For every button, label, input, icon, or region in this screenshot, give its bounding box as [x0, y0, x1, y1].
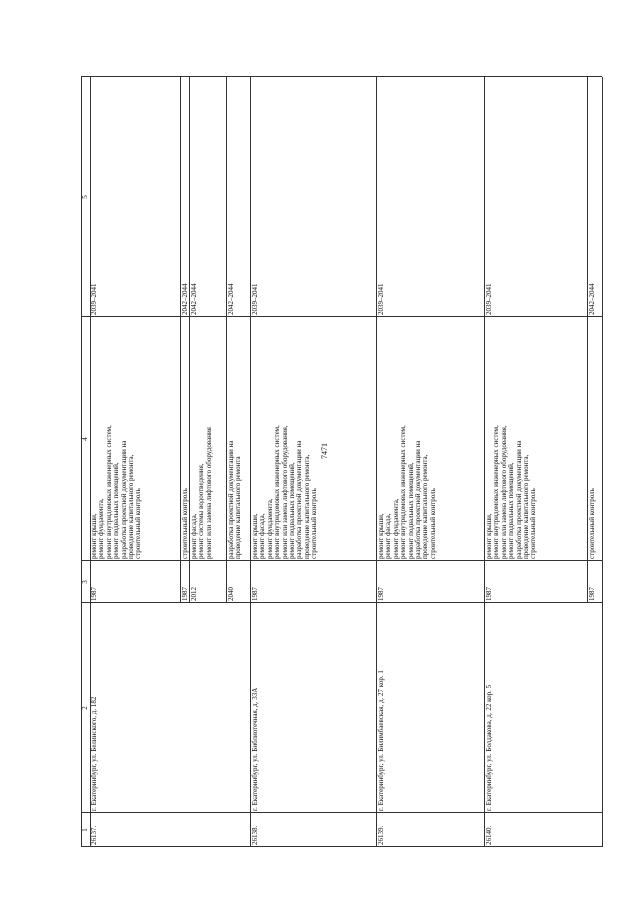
subrow-separator-1: [180, 77, 181, 603]
row-period: 2039–2041: [377, 283, 385, 315]
header-col-3: 3: [81, 580, 89, 584]
row-address: г. Екатеринбург, ул. Библиотечная, д. 33А: [251, 687, 259, 811]
row-period: 2039–2041: [251, 283, 259, 315]
row-period: 2042–2044: [181, 283, 189, 315]
row-works: строительный контроль: [588, 488, 596, 559]
row-address: г. Екатеринбург, ул. Болдакова, д. 22 кор. 5: [485, 684, 493, 811]
row-separator-2: [376, 77, 377, 847]
table-border-right: [81, 76, 602, 77]
row-works: ремонт крыши, ремонт фасада, ремонт фундамента, ремонт внутридомовых инженерных систем, ремонт подвальных помещений, разработка проектной документации на проведение капитального ремонта, строительный контроль: [377, 425, 437, 559]
column-line-4: [81, 560, 602, 561]
row-number: 26139.: [377, 825, 385, 845]
row-address: г. Екатеринбург, ул. Билимбаевская, д. 27 кор. 1: [377, 670, 385, 811]
row-year: 1987: [377, 587, 385, 601]
header-col-5: 5: [81, 195, 89, 199]
row-year: 2040: [227, 587, 235, 601]
row-works: ремонт крыши, ремонт фасада, ремонт фундамента, ремонт внутридомовых инженерных систем, ремонт или замена лифтового оборудования, ремонт подвальных помещений, разработка проектной документации на проведение капитального ремонта, строительный контроль: [251, 425, 319, 559]
row-year: 1987: [251, 587, 259, 601]
table-border-left: [81, 846, 602, 847]
row-number: 26138.: [251, 825, 259, 845]
row-works: ремонт крыши, ремонт внутридомовых инженерных систем, ремонт или замена лифтового оборудования, ремонт подвальных помещений, разработка проектной документации на проведение капитального ремонта, строительный контроль: [485, 425, 538, 559]
subrow-separator-2: [189, 77, 190, 603]
row-period: 2042–2044: [227, 283, 235, 315]
row-works: ремонт крыши, ремонт фундамента, ремонт внутридомовых инженерных систем, ремонт подвальных помещений, разработка проектной документации на проведение капитального ремонта, строительный контроль: [90, 425, 143, 559]
row-period: 2039–2041: [90, 283, 98, 315]
row-period: 2042–2044: [588, 283, 596, 315]
row-year: 1987: [588, 587, 596, 601]
row-year: 2012: [190, 587, 198, 601]
row-period: 2039–2041: [485, 283, 493, 315]
row-separator-1: [250, 77, 251, 847]
subrow-separator-3: [226, 77, 227, 603]
row-address: г. Екатеринбург, ул. Белинского, д. 182: [90, 696, 98, 811]
row-year: 1987: [90, 587, 98, 601]
row-year: 1987: [181, 587, 189, 601]
header-col-1: 1: [81, 828, 89, 832]
row-works: ремонт фасада, ремонт системы водоотведения, ремонт или замена лифтового оборудования: [190, 427, 213, 559]
column-line-2: [81, 812, 602, 813]
row-works: строительный контроль: [181, 488, 189, 559]
row-period: 2042–2044: [190, 283, 198, 315]
row-year: 1987: [485, 587, 493, 601]
row-separator-3: [484, 77, 485, 847]
repair-schedule-table: [81, 77, 602, 847]
header-separator: [90, 77, 91, 847]
subrow-separator-4: [587, 77, 588, 603]
table-border-top: [81, 77, 82, 847]
column-line-5: [81, 316, 602, 317]
column-line-3: [81, 602, 602, 603]
page-number: 7471: [320, 443, 329, 459]
header-col-4: 4: [81, 437, 89, 441]
row-number: 26137.: [90, 825, 98, 845]
table-border-bottom: [602, 77, 603, 847]
row-number: 26140.: [485, 825, 493, 845]
header-col-2: 2: [81, 706, 89, 710]
row-works: разработка проектной документации на проведение капитального ремонта: [227, 440, 243, 559]
